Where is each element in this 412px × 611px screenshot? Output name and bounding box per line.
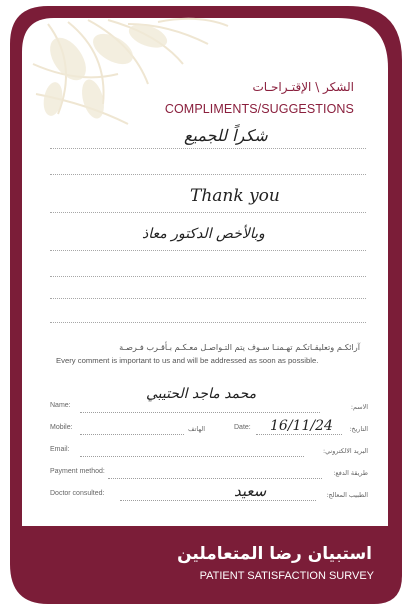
payment-label-ar: طريقة الدفع: (333, 469, 368, 477)
comment-line (50, 298, 366, 299)
comment-line (50, 148, 366, 149)
payment-line (108, 478, 322, 479)
comment-line (50, 276, 366, 277)
email-line (80, 456, 304, 457)
title-english: COMPLIMENTS/SUGGESTIONS (164, 102, 354, 116)
comment-line (50, 322, 366, 323)
name-label-ar: الاسم: (350, 403, 368, 411)
name-label: Name: (50, 402, 71, 409)
title-arabic: الشكر \ الإقتـراحـات (252, 80, 354, 94)
footer-title-english: PATIENT SATISFACTION SURVEY (199, 570, 374, 582)
mobile-label-ar: الهاتف (188, 425, 206, 433)
comment-line (50, 212, 366, 213)
date-value: 16/11/24 (270, 418, 333, 434)
doctor-value: سعيد (234, 482, 267, 500)
comment-line (50, 174, 366, 175)
doctor-label-ar: الطبيب المعالج: (326, 491, 368, 499)
handwritten-comment-1: شكراً للجميع (184, 126, 268, 145)
date-label: Date: (234, 424, 251, 431)
footer-title-arabic: استبيان رضا المتعاملين (177, 544, 372, 564)
name-value: محمد ماجد الحتيبي (146, 386, 257, 402)
mobile-line (80, 434, 184, 435)
doctor-label: Doctor consulted: (50, 490, 105, 497)
doctor-line (120, 500, 316, 501)
email-label-ar: البريد الالكتروني: (322, 447, 368, 455)
mobile-label: Mobile: (50, 424, 73, 431)
survey-card (8, 4, 404, 607)
notice-arabic: آرائكـم وتعليقـاتكـم تهـمنـا سـوف يتم التـواصـل معـكـم بـأقـرب فـرصـة (119, 342, 360, 352)
handwritten-comment-2: Thank you (190, 186, 280, 206)
date-label-ar: التاريخ: (349, 425, 368, 433)
handwritten-comment-3: وبالأخص الدكتور معاذ (142, 226, 265, 242)
date-line (256, 434, 342, 435)
card-frame (8, 4, 404, 607)
notice-english: Every comment is important to us and will be addressed as soon as possible. (56, 356, 319, 365)
comment-line (50, 250, 366, 251)
email-label: Email: (50, 446, 70, 453)
name-line (80, 412, 320, 413)
payment-label: Payment method: (50, 468, 105, 475)
